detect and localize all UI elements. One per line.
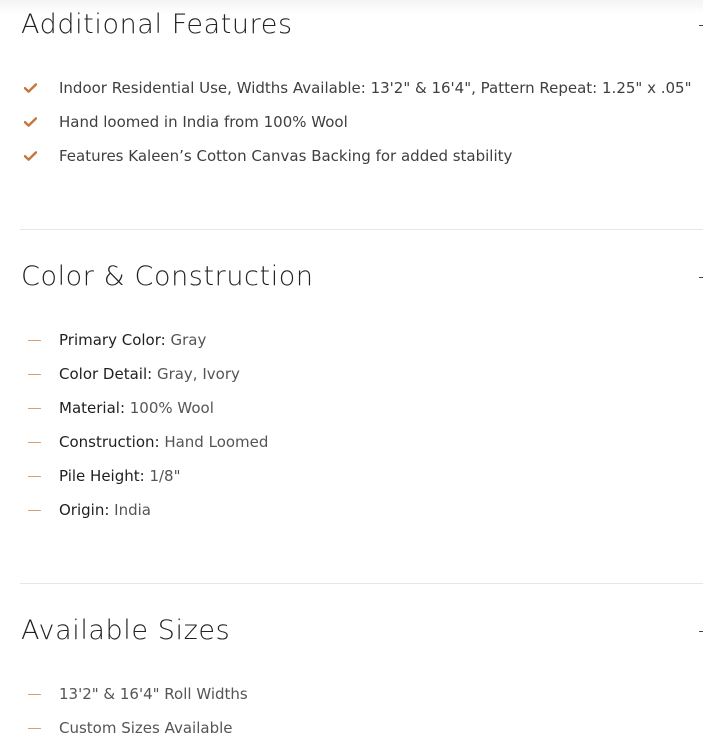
spec-label: Pile Height: (59, 467, 145, 485)
section-divider (20, 583, 703, 584)
spec-label: Color Detail: (59, 365, 153, 383)
color-construction-header[interactable] (20, 257, 703, 297)
dash-icon (28, 340, 41, 341)
spec-label: Origin: (59, 501, 110, 519)
feature-text: Indoor Residential Use, Widths Available: 13'2" & 16'4", Pattern Repeat: 1.25" x .05" (59, 79, 692, 97)
available-sizes-header[interactable] (20, 611, 703, 651)
check-icon (24, 151, 37, 161)
spec-list (20, 323, 268, 527)
feature-list (20, 71, 691, 173)
available-sizes-section (20, 611, 703, 747)
additional-features-header[interactable] (20, 5, 703, 45)
size-text: Custom Sizes Available (59, 719, 233, 737)
spec-item-primary-color (20, 323, 268, 357)
dash-icon (28, 374, 41, 375)
spec-item-material (20, 391, 268, 425)
section-title: Color & Construction (21, 261, 314, 292)
spec-value: Gray, Ivory (152, 365, 240, 383)
check-icon (24, 117, 37, 127)
spec-label: Primary Color: (59, 331, 166, 349)
spec-value: India (109, 501, 151, 519)
spec-item-construction (20, 425, 268, 459)
spec-item-pile-height (20, 459, 268, 493)
size-text: 13'2" & 16'4" Roll Widths (59, 685, 248, 703)
color-construction-section (20, 257, 703, 547)
spec-label: Material: (59, 399, 125, 417)
spec-item-origin (20, 493, 268, 527)
list-item (20, 105, 691, 139)
list-item (20, 677, 248, 711)
list-item (20, 711, 248, 745)
dash-icon (28, 694, 41, 695)
feature-text: Hand loomed in India from 100% Wool (59, 113, 348, 131)
dash-icon (28, 728, 41, 729)
section-divider (20, 229, 703, 230)
spec-label: Construction: (59, 433, 160, 451)
spec-item-color-detail (20, 357, 268, 391)
additional-features-section (20, 5, 703, 195)
sizes-list (20, 677, 248, 745)
section-title: Available Sizes (21, 615, 231, 646)
dash-icon (28, 510, 41, 511)
dash-icon (28, 408, 41, 409)
list-item (20, 139, 691, 173)
feature-text: Features Kaleen’s Cotton Canvas Backing for added stability (59, 147, 513, 165)
collapse-icon[interactable] (699, 25, 703, 26)
dash-icon (28, 476, 41, 477)
spec-value: Hand Loomed (159, 433, 269, 451)
spec-value: Gray (165, 331, 207, 349)
collapse-icon[interactable] (699, 631, 703, 632)
spec-value: 1/8" (144, 467, 181, 485)
section-title: Additional Features (21, 9, 293, 40)
dash-icon (28, 442, 41, 443)
list-item (20, 71, 691, 105)
spec-value: 100% Wool (125, 399, 214, 417)
check-icon (24, 83, 37, 93)
collapse-icon[interactable] (699, 277, 703, 278)
